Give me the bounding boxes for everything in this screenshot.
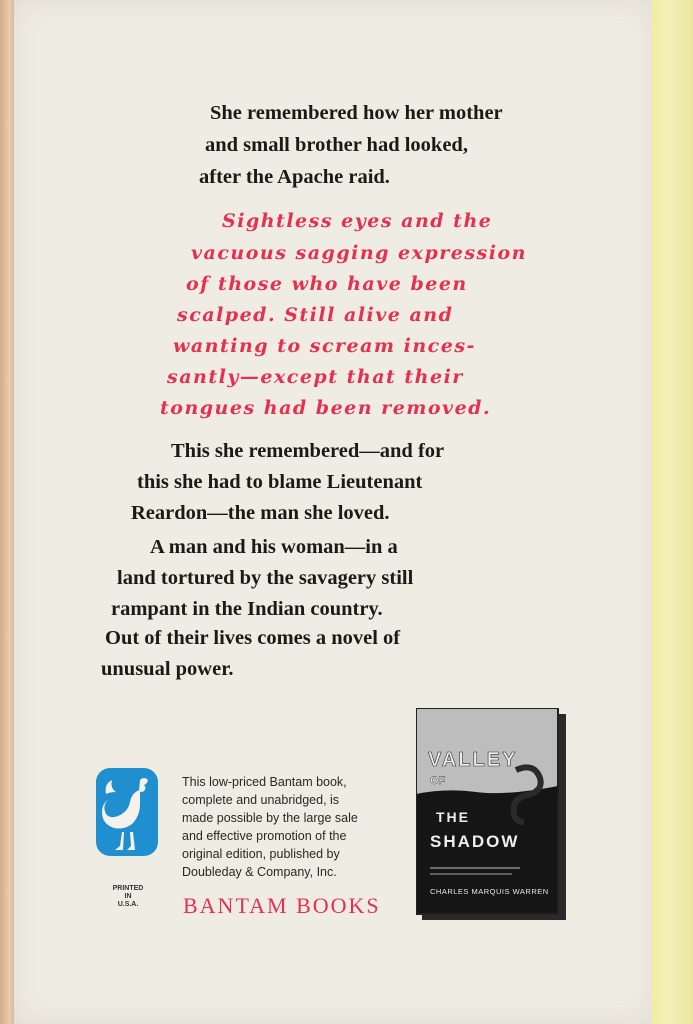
publisher-name: BANTAM BOOKS (183, 893, 381, 918)
summary-line: Out of their lives comes a novel of (105, 627, 401, 649)
book-title-of: OF (430, 775, 446, 787)
summary-line: this she had to blame Lieutenant (137, 471, 423, 493)
summary-line: A man and his woman—in a (150, 536, 398, 558)
summary-line: Reardon—the man she loved. (131, 502, 390, 524)
book-cover-thumbnail (416, 708, 566, 920)
summary-line: This she remembered—and for (171, 440, 445, 462)
blurb-line: made possible by the large sale (182, 811, 358, 825)
book-title-valley: VALLEY (428, 749, 518, 771)
intro-line: She remembered how her mother (210, 102, 503, 124)
quote-line: scalped. Still alive and (177, 304, 454, 326)
quote-line: santly—except that their (167, 366, 464, 388)
blurb-line: Doubleday & Company, Inc. (182, 865, 337, 879)
quote-line: of those who have been (186, 273, 468, 295)
quote-line: vacuous sagging expression (191, 242, 527, 264)
printed-in-usa-mark (104, 885, 152, 909)
intro-line: after the Apache raid. (199, 166, 390, 188)
intro-line: and small brother had looked, (205, 134, 468, 156)
summary-line: land tortured by the savagery still (117, 567, 414, 589)
book-title-shadow: SHADOW (430, 832, 520, 851)
blurb-line: original edition, published by (182, 847, 340, 861)
printed-word: PRINTED (112, 885, 144, 892)
blurb-line: This low-priced Bantam book, (182, 775, 347, 789)
usa-word: U.S.A. (117, 901, 139, 908)
bantam-rooster-logo (96, 768, 158, 856)
in-word: IN (124, 893, 132, 900)
quote-line: wanting to scream inces- (173, 335, 476, 357)
summary-line: unusual power. (101, 658, 234, 680)
publisher-blurb (182, 773, 404, 881)
book-author: CHARLES MARQUIS WARREN (430, 887, 549, 896)
quote-line: tongues had been removed. (160, 397, 492, 419)
book-title-the: THE (436, 809, 470, 825)
blurb-line: and effective promotion of the (182, 829, 347, 843)
quote-line: Sightless eyes and the (222, 210, 493, 232)
summary-line: rampant in the Indian country. (111, 598, 383, 620)
blurb-line: complete and unabridged, is (182, 793, 340, 807)
